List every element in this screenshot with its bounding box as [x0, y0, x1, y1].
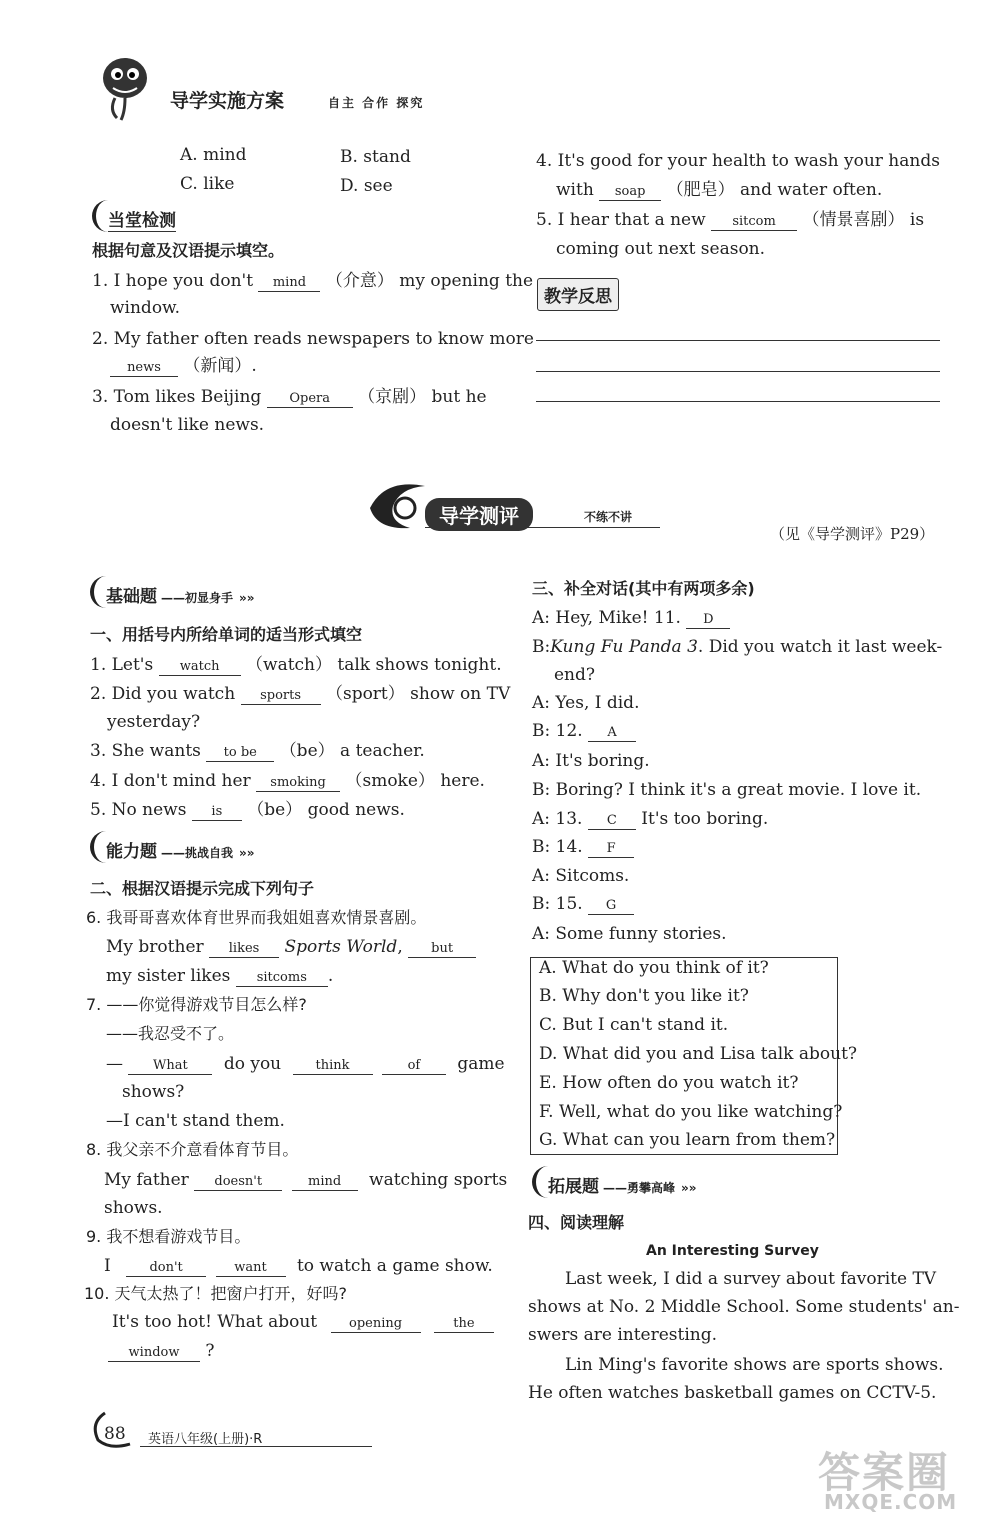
- basic-q2-cont: yesterday?: [107, 712, 201, 732]
- dialogue-line: A: Some funny stories.: [532, 924, 727, 944]
- answer-blank: smoking: [256, 775, 340, 792]
- option-b: B. stand: [340, 147, 411, 167]
- answer-blank: sitcom: [711, 214, 797, 231]
- reflection-line: [536, 371, 940, 372]
- answer-blank: of: [382, 1058, 446, 1075]
- ability-instruction: 二、根据汉语提示完成下列句子: [90, 879, 315, 898]
- dialogue-instruction: 三、补全对话(其中有两项多余): [532, 579, 755, 598]
- answer-blank: sitcoms: [236, 970, 328, 987]
- basic-q4: 4. I don't mind her smoking （smoke） here.: [90, 771, 485, 791]
- reflection-label: 教学反思: [537, 278, 619, 311]
- dialogue-line: B: 14. F: [532, 836, 634, 858]
- answer-blank: C: [588, 813, 636, 830]
- answer-blank: don't: [126, 1260, 206, 1277]
- dialogue-line: A: 13. C It's too boring.: [532, 809, 769, 829]
- ability-q10-en2: window ?: [108, 1340, 215, 1362]
- answer-blank: D: [686, 612, 730, 629]
- banner-title: 导学测评: [425, 498, 533, 531]
- dt-q2: 2. My father often reads newspapers to know more: [92, 329, 534, 349]
- dialogue-option: A. What do you think of it?: [539, 958, 769, 978]
- dialogue-line: B: Boring? I think it's a great movie. I love it.: [532, 780, 922, 800]
- watermark-logo: 答案圈: [818, 1448, 951, 1497]
- dialogue-line: A: It's boring.: [532, 751, 650, 771]
- answer-blank: news: [110, 360, 178, 377]
- answer-blank: soap: [599, 184, 661, 201]
- answer-blank: Opera: [267, 391, 353, 408]
- dialogue-option: D. What did you and Lisa talk about?: [539, 1044, 858, 1064]
- dt-q4-cont: with soap （肥皂） and water often.: [556, 180, 883, 200]
- answer-blank: mind: [258, 275, 320, 292]
- dialogue-option: E. How often do you watch it?: [539, 1073, 799, 1093]
- dt-q3: 3. Tom likes Beijing Opera （京剧） but he: [92, 387, 487, 407]
- answer-blank: to be: [206, 745, 274, 762]
- dialogue-option: C. But I can't stand it.: [539, 1015, 729, 1035]
- article-title: An Interesting Survey: [646, 1243, 819, 1259]
- ability-q8-cn: 8. 我父亲不介意看体育节目。: [86, 1140, 299, 1159]
- ability-q9-en: I don't want to watch a game show.: [104, 1256, 493, 1276]
- ability-q7-en2: shows?: [122, 1082, 185, 1102]
- dt-q4: 4. It's good for your health to wash your hands: [536, 151, 940, 171]
- dialogue-line: B:Kung Fu Panda 3. Did you watch it last week-: [532, 637, 943, 657]
- dt-q5-cont: coming out next season.: [556, 239, 766, 259]
- answer-blank: want: [216, 1260, 286, 1277]
- section-extension: 拓展题 ——勇攀高峰 »»: [532, 1172, 697, 1197]
- answer-blank: doesn't: [194, 1174, 282, 1191]
- dialogue-line: A: Sitcoms.: [532, 866, 630, 886]
- answer-blank: F: [588, 841, 634, 858]
- basic-q3: 3. She wants to be （be） a teacher.: [90, 741, 425, 761]
- article-text: He often watches basketball games on CCTV-5.: [528, 1383, 937, 1403]
- ability-q7-cn: 7. ——你觉得游戏节目怎么样?: [86, 995, 307, 1014]
- dt-q1: 1. I hope you don't mind （介意） my opening the: [92, 271, 534, 291]
- extension-instruction: 四、阅读理解: [528, 1213, 625, 1232]
- answer-blank: watch: [159, 659, 241, 676]
- option-a: A. mind: [180, 145, 247, 165]
- dialogue-option: G. What can you learn from them?: [539, 1130, 836, 1150]
- option-d: D. see: [340, 176, 393, 196]
- basic-instruction: 一、用括号内所给单词的适当形式填空: [90, 625, 363, 644]
- dialogue-line: A: Yes, I did.: [532, 693, 640, 713]
- answer-blank: the: [434, 1316, 494, 1333]
- ability-q10-cn: 10. 天气太热了！把窗户打开，好吗?: [84, 1284, 348, 1303]
- article-text: swers are interesting.: [528, 1325, 718, 1345]
- ability-q9-cn: 9. 我不想看游戏节目。: [86, 1227, 251, 1246]
- footer-line: [140, 1446, 372, 1447]
- footer-book: 英语八年级(上册)·R: [148, 1432, 263, 1447]
- answer-blank: likes: [209, 941, 279, 958]
- banner-tag: 不练不讲: [584, 510, 633, 524]
- article-text: shows at No. 2 Middle School. Some students' an-: [528, 1297, 960, 1317]
- page-number: 88: [104, 1424, 126, 1444]
- ability-q7-en3: —I can't stand them.: [106, 1111, 285, 1131]
- banner-reference: （见《导学测评》P29）: [770, 525, 935, 543]
- ability-q10-en: It's too hot! What about opening the: [112, 1311, 494, 1333]
- dialogue-line: B: 12. A: [532, 720, 636, 742]
- ability-q8-en2: shows.: [104, 1198, 163, 1218]
- mascot-icon: [95, 52, 155, 122]
- dialogue-option: F. Well, what do you like watching?: [539, 1102, 843, 1122]
- ability-q7-en: — What do you think of game: [106, 1054, 505, 1074]
- answer-blank: mind: [292, 1174, 358, 1191]
- option-c: C. like: [180, 174, 235, 194]
- dt-q2-cont: news （新闻）.: [110, 355, 257, 377]
- ability-q7-cn2: ——我忍受不了。: [106, 1024, 235, 1043]
- basic-q5: 5. No news is （be） good news.: [90, 800, 405, 820]
- dt-q1-cont: window.: [110, 298, 180, 318]
- reflection-line: [536, 340, 940, 341]
- answer-blank: think: [293, 1058, 373, 1075]
- header-subtitle: 自主 合作 探究: [328, 96, 425, 110]
- dt-q5: 5. I hear that a new sitcom （情景喜剧） is: [536, 210, 925, 230]
- reflection-line: [536, 401, 940, 402]
- answer-blank: is: [192, 804, 242, 821]
- watermark-url: MXQE.COM: [824, 1490, 958, 1514]
- answer-blank: window: [108, 1345, 200, 1362]
- answer-blank: opening: [331, 1316, 421, 1333]
- header-title: 导学实施方案: [170, 90, 285, 112]
- basic-q1: 1. Let's watch （watch） talk shows tonight.: [90, 655, 502, 675]
- dialogue-line: B: 15. G: [532, 893, 634, 915]
- ability-q6-cn: 6. 我哥哥喜欢体育世界而我姐姐喜欢情景喜剧。: [86, 908, 427, 927]
- answer-blank: A: [588, 725, 636, 742]
- dialogue-option: B. Why don't you like it?: [539, 986, 749, 1006]
- section-basic: 基础题 ——初显身手 »»: [90, 582, 255, 607]
- dialogue-options-box: [530, 957, 858, 1155]
- section-dangtang: 当堂检测: [92, 206, 176, 231]
- dangtang-instruction: 根据句意及汉语提示填空。: [92, 241, 285, 260]
- article-text: Last week, I did a survey about favorite TV: [565, 1269, 937, 1289]
- answer-blank: sports: [241, 688, 321, 705]
- article-text: Lin Ming's favorite shows are sports shows.: [565, 1355, 944, 1375]
- banner-underline: [425, 527, 660, 528]
- ability-q6-en: My brother likes Sports World, but: [106, 936, 476, 958]
- ability-q6-en2: my sister likes sitcoms .: [106, 966, 334, 986]
- ability-q8-en: My father doesn't mind watching sports: [104, 1170, 508, 1190]
- dialogue-line: end?: [554, 665, 596, 685]
- basic-q2: 2. Did you watch sports （sport） show on TV: [90, 684, 511, 704]
- banner-swirl-icon: [365, 478, 435, 533]
- dt-q3-cont: doesn't like news.: [110, 415, 265, 435]
- answer-blank: but: [408, 941, 476, 958]
- section-ability: 能力题 ——挑战自我 »»: [90, 837, 255, 862]
- answer-blank: G: [588, 898, 634, 915]
- answer-blank: What: [128, 1058, 212, 1075]
- dialogue-line: A: Hey, Mike! 11. D: [532, 607, 730, 629]
